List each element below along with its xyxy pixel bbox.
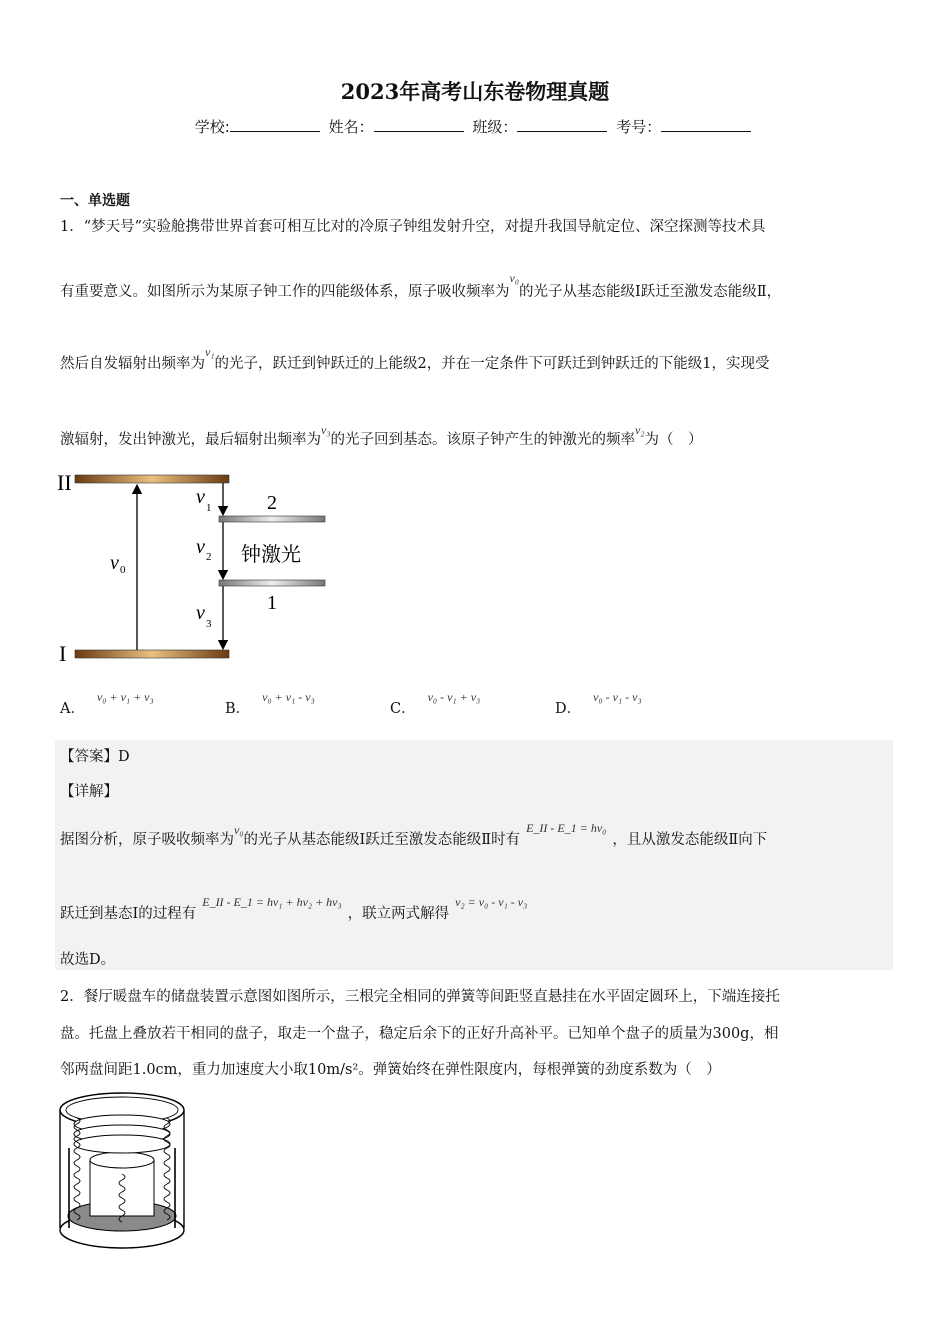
q1-line4: 激辐射，发出钟激光，最后辐射出频率为$^{\nu_3}$的光子回到基态。该原子钟产生的钟激光的频率$^{\nu_2}$为（ ）: [60, 423, 703, 448]
v0-label: v: [110, 552, 119, 574]
level-I-bar: [75, 650, 229, 658]
class-blank[interactable]: [517, 117, 607, 132]
answer-line: 【答案】D: [60, 749, 130, 765]
level-II-label: II: [57, 470, 72, 495]
q2-line2: 盘。托盘上叠放若干相同的盘子，取走一个盘子，稳定后余下的正好升高补平。已知单个盘子的质量为300g，相: [60, 1026, 779, 1042]
nu2-symbol: ν₂: [635, 423, 645, 437]
school-label: 学校:: [194, 118, 230, 136]
level-II-bar: [75, 475, 229, 483]
clock-laser-label: 钟激光: [241, 542, 301, 566]
option-b[interactable]: B．$^{\nu_0 + \nu_1 - \nu_3}$: [225, 690, 315, 717]
option-d[interactable]: D．$^{\nu_0 - \nu_1 - \nu_3}$: [555, 690, 642, 717]
option-a[interactable]: A．$^{\nu_0 + \nu_1 + \nu_3}$: [60, 690, 154, 717]
equation-1: E_II - E_1 = hν₀: [526, 821, 607, 835]
class-label: 班级：: [472, 118, 518, 136]
level-2-bar: [219, 516, 325, 522]
v3-sub: 3: [206, 618, 212, 630]
equation-3: ν₂ = ν₀ - ν₁ - ν₃: [455, 895, 528, 909]
nu0-symbol: ν₀: [509, 271, 519, 285]
detail-heading: 【详解】: [60, 784, 118, 800]
energy-level-diagram: [55, 465, 345, 670]
school-blank[interactable]: [230, 117, 320, 132]
page-title: 2023年高考山东卷物理真题: [340, 79, 610, 104]
q1-line2: 有重要意义。如图所示为某原子钟工作的四能级体系，原子吸收频率为$^{\nu_0}$的光子从基态能级Ⅰ跃迁至激发态能级Ⅱ，: [60, 271, 782, 300]
level-1-bar: [219, 580, 325, 586]
v2-sub: 2: [206, 551, 212, 563]
nu1-symbol: ν₁: [205, 345, 215, 359]
q1-line3: 然后自发辐射出频率为$^{\nu_1}$的光子，跃迁到钟跃迁的上能级2，并在一定条件下可跃迁到钟跃迁的下能级1，实现受: [60, 345, 770, 372]
answer-block: [55, 740, 893, 970]
number-blank[interactable]: [661, 117, 751, 132]
q1-line1: 1．“梦天号”实验舱携带世界首套可相互比对的冷原子钟组发射升空，对提升我国导航定位、深空探测等技术具: [60, 219, 766, 235]
v2-label: v: [196, 536, 205, 558]
number-label: 考号：: [616, 118, 662, 136]
nu3-symbol: ν₃: [321, 423, 331, 437]
v1-sub: 1: [206, 502, 212, 514]
detail-line1: 据图分析，原子吸收频率为$^{\nu_0}$的光子从基态能级Ⅰ跃迁至激发态能级Ⅱ时有$^{E\_II - E\_1 = h\nu_0}$，且从激发态能级Ⅱ向下: [60, 821, 768, 848]
q2-line3: 邻两盘间距1.0cm，重力加速度大小取10m/s²。弹簧始终在弹性限度内，每根弹簧的劲度系数为（ ）: [60, 1062, 721, 1078]
section-heading: 一、单选题: [60, 193, 130, 209]
detail-line3: 故选D。: [60, 952, 116, 968]
option-c[interactable]: C．$^{\nu_0 - \nu_1 + \nu_3}$: [390, 690, 481, 717]
student-info-row: [0, 116, 950, 137]
level-1-label: 1: [267, 592, 277, 614]
v1-label: v: [196, 486, 205, 508]
name-blank[interactable]: [374, 117, 464, 132]
level-I-label: I: [59, 641, 67, 666]
v0-sub: 0: [120, 564, 126, 576]
detail-line2: 跃迁到基态Ⅰ的过程有$^{E\_II - E\_1 = h\nu_1 + h\nu_2 + h\nu_3}$，联立两式解得$^{\nu_2 = \nu_0 - \nu_1 - \nu_3}$: [60, 895, 528, 922]
equation-2: E_II - E_1 = hν₁ + hν₂ + hν₃: [202, 895, 342, 909]
level-2-label: 2: [267, 492, 277, 514]
name-label: 姓名：: [328, 118, 374, 136]
q2-line1: 2．餐厅暖盘车的储盘装置示意图如图所示，三根完全相同的弹簧等间距竖直悬挂在水平固定圆环上，下端连接托: [60, 989, 780, 1005]
v3-label: v: [196, 602, 205, 624]
plate-warmer-diagram: [55, 1088, 190, 1263]
